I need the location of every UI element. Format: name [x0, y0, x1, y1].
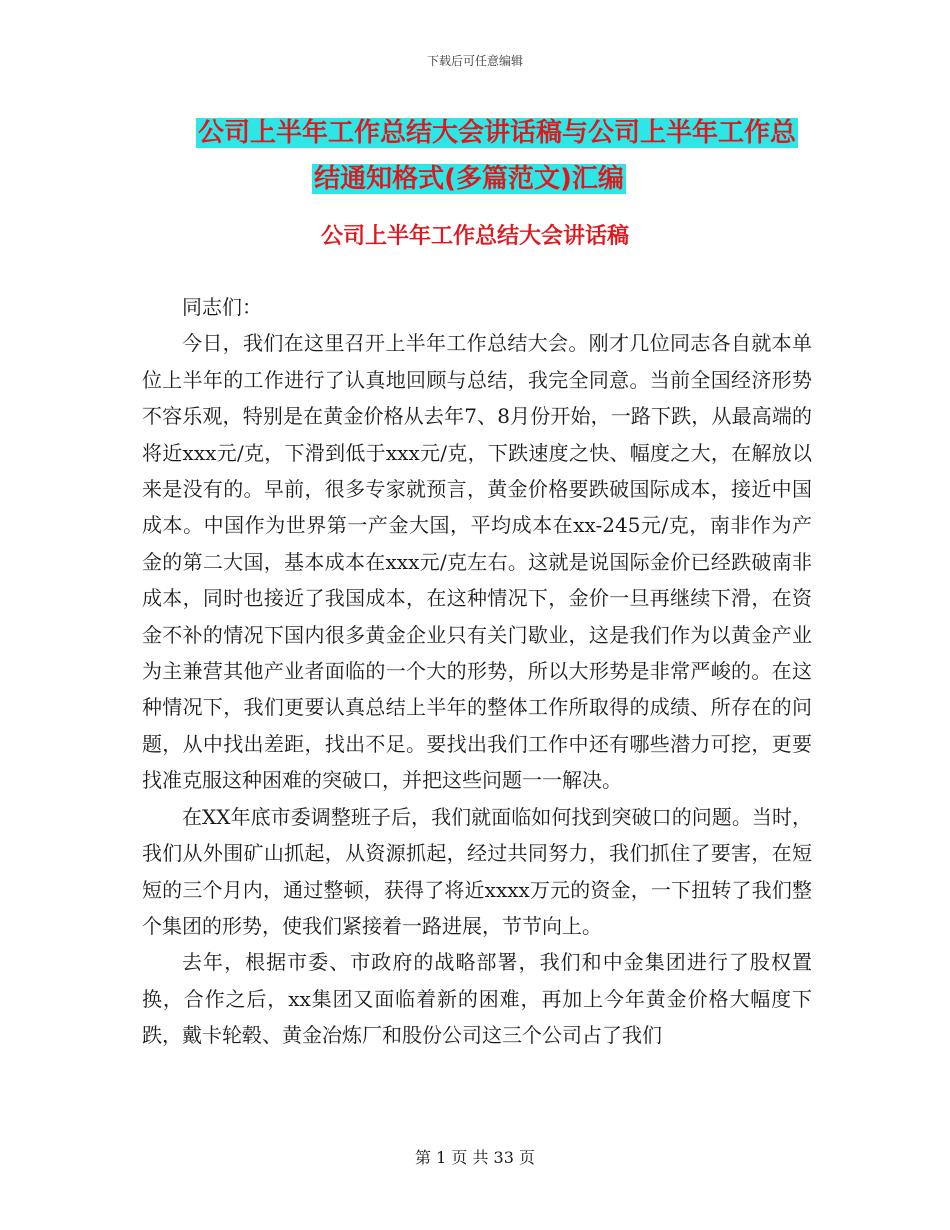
document-title-line-2: 结通知格式(多篇范文)汇编: [314, 164, 624, 194]
salutation-paragraph: 同志们：: [182, 295, 262, 319]
document-title-line-1: 公司上半年工作总结大会讲话稿与公司上半年工作总: [197, 118, 796, 148]
body-paragraph: 在XX年底市委调整班子后，我们就面临如何找到突破口的问题。当时，我们从外围矿山抓起，从资源抓起，经过共同努力，我们抓住了要害，在短短的三个月内，通过整顿，获得了将近xxxx万元的资金，一下扭转了我们整个集团的形势，使我们紧接着一路进展，节节向上。: [142, 804, 812, 938]
page-footer: 第 1 页 共 33 页: [415, 1148, 535, 1167]
header-note: 下载后可任意编辑: [426, 54, 523, 68]
body-paragraph: 今日，我们在这里召开上半年工作总结大会。刚才几位同志各自就本单位上半年的工作进行了认真地回顾与总结，我完全同意。当前全国经济形势不容乐观，特别是在黄金价格从去年7、8月份开始，一路下跌，从最高端的将近xxx元/克，下滑到低于xxx元/克，下跌速度之快、幅度之大，在解放以来是没有的。早前，很多专家就预言，黄金价格要跌破国际成本，接近中国成本。中国作为世界第一产金大国，平均成本在xx-245元/克，南非作为产金的第二大国，基本成本在xxx元/克左右。这就是说国际金价已经跌破南非成本，同时也接近了我国成本，在这种情况下，金价一旦再继续下滑，在资金不补的情况下国内很多黄金企业只有关门歇业，这是我们作为以黄金产业为主兼营其他产业者面临的一个大的形势，所以大形势是非常严峻的。在这种情况下，我们更要认真总结上半年的整体工作所取得的成绩、所存在的问题，从中找出差距，找出不足。要找出我们工作中还有哪些潜力可挖，更要找准克服这种困难的突破口，并把这些问题一一解决。: [142, 331, 812, 793]
body-paragraph: 去年，根据市委、市政府的战略部署，我们和中金集团进行了股权置换，合作之后，xx集团又面临着新的困难，再加上今年黄金价格大幅度下跌，戴卡轮毂、黄金冶炼厂和股份公司这三个公司占了我们: [142, 950, 812, 1048]
document-body: [142, 289, 812, 1054]
section-title: 公司上半年工作总结大会讲话稿: [320, 224, 629, 249]
document-title: [0, 110, 950, 202]
